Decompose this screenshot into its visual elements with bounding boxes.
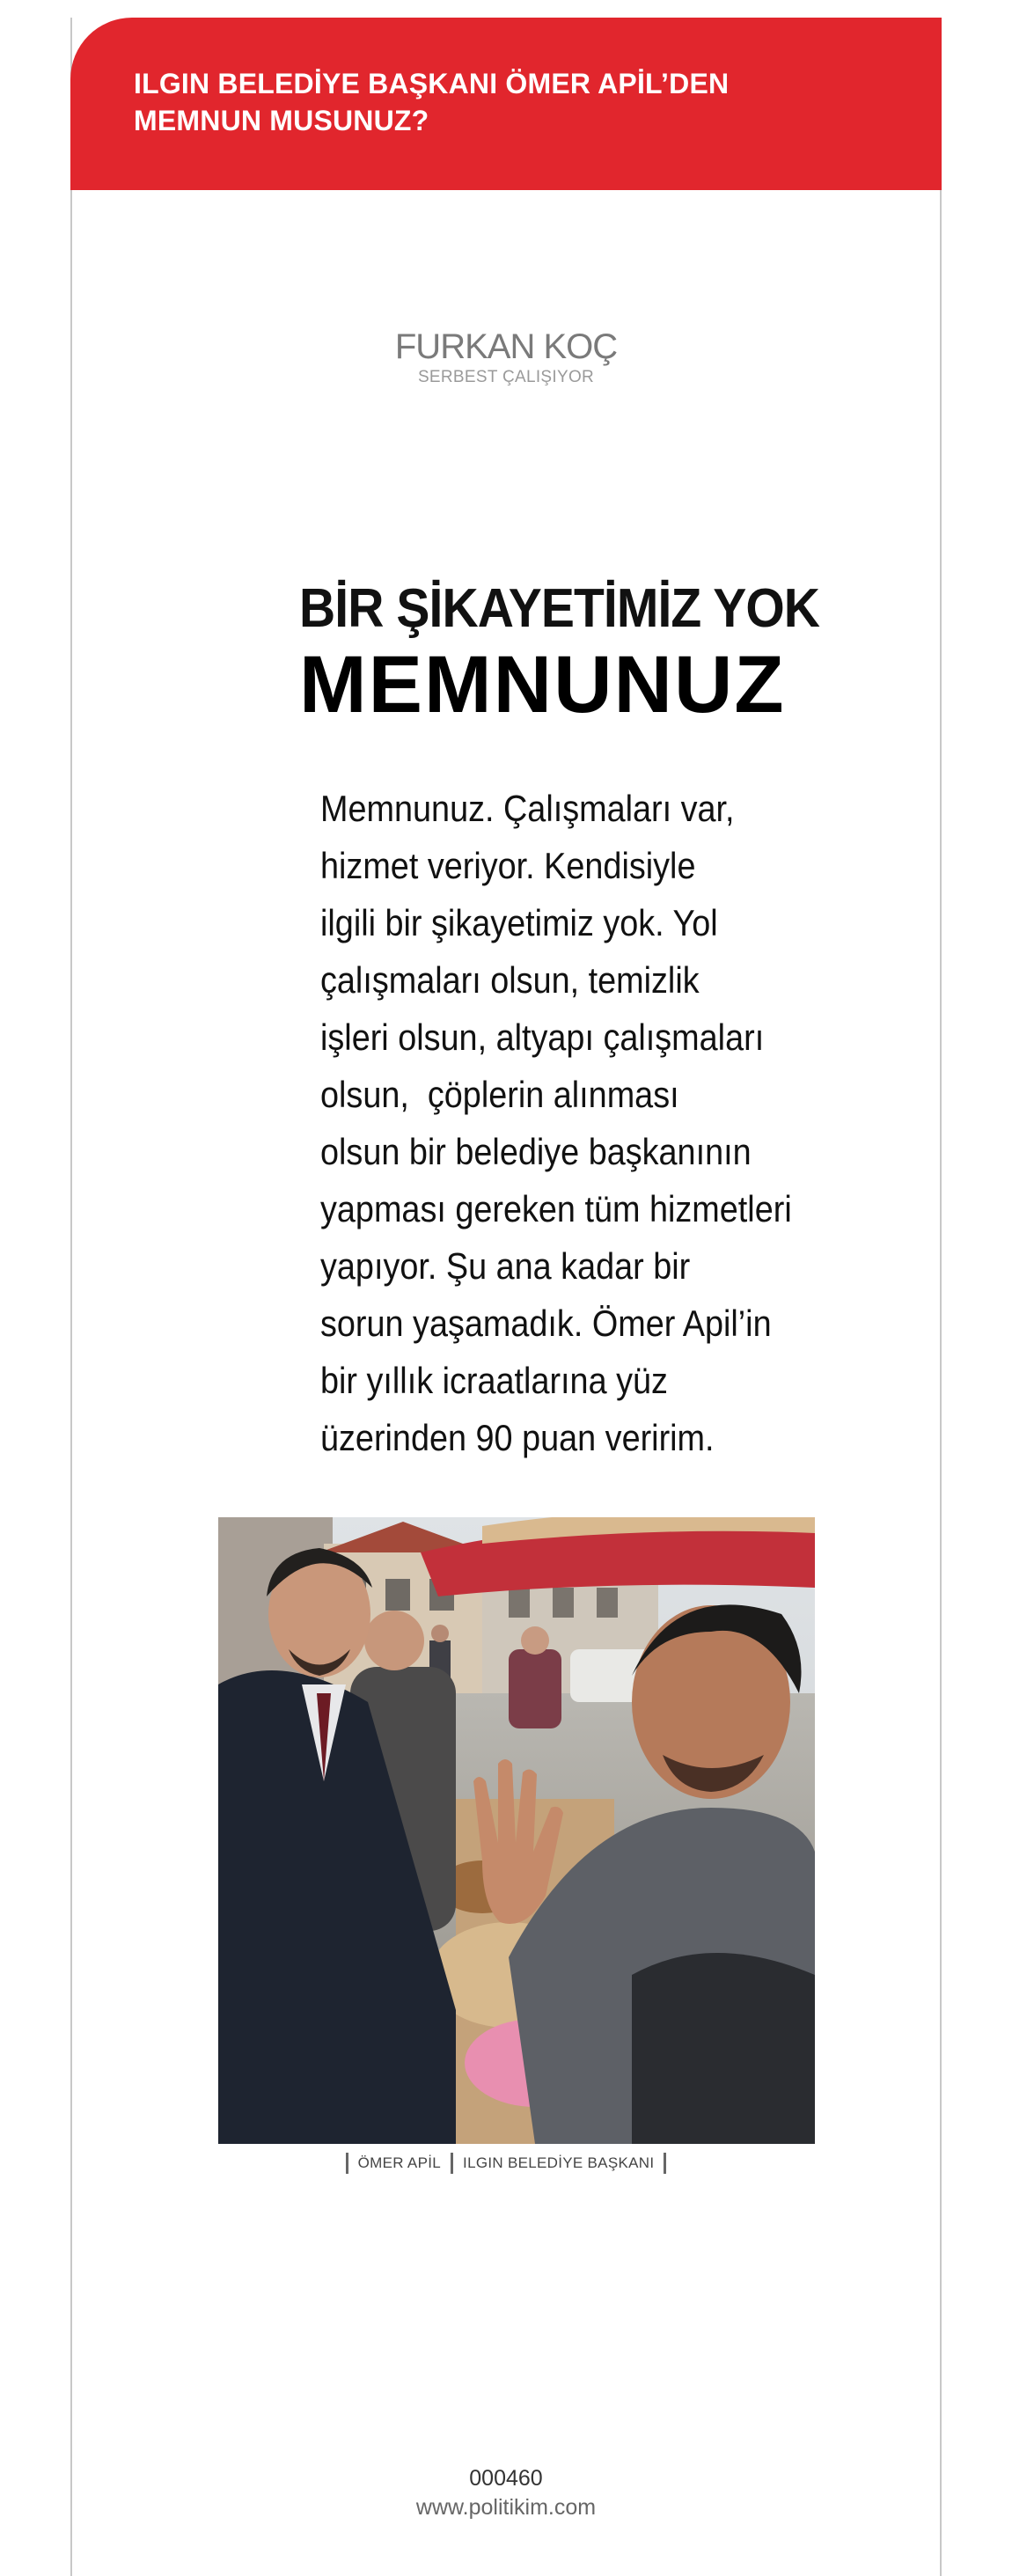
caption-divider <box>346 2153 348 2174</box>
quote-line: olsun, çöplerin alınması <box>320 1074 679 1115</box>
headline-title: MEMNUNUZ <box>299 640 786 730</box>
caption-divider <box>664 2153 666 2174</box>
footer-code: 000460 <box>469 2466 543 2491</box>
author-role: SERBEST ÇALIŞIYOR <box>417 368 595 386</box>
header-banner <box>70 18 942 190</box>
quote-line: yapması gereken tüm hizmetleri <box>320 1188 792 1229</box>
quote-line: Memnunuz. Çalışmaları var, <box>320 788 735 829</box>
quote-line: sorun yaşamadık. Ömer Apil’in <box>320 1303 772 1344</box>
quote-line: üzerinden 90 puan veririm. <box>320 1417 715 1458</box>
quote-body <box>320 780 866 1466</box>
market-photo <box>218 1517 815 2144</box>
quote-line: olsun bir belediye başkanının <box>320 1131 752 1172</box>
caption-title: ILGIN BELEDİYE BAŞKANI <box>463 2154 655 2171</box>
banner-title: ILGIN BELEDİYE BAŞKANI ÖMER APİL’DEN MEMNUN MUSUNUZ? <box>134 68 730 136</box>
quote-line: bir yıllık icraatlarına yüz <box>320 1360 668 1401</box>
quote-line: çalışmaları olsun, temizlik <box>320 959 700 1001</box>
photo-illustration <box>218 1517 815 2144</box>
quote-line: yapıyor. Şu ana kadar bir <box>320 1245 691 1287</box>
caption-name: ÖMER APİL <box>357 2154 441 2171</box>
author-name: FURKAN KOÇ <box>394 327 618 366</box>
footer-url[interactable]: www.politikim.com <box>415 2495 597 2520</box>
headline <box>299 577 915 730</box>
quote-line: hizmet veriyor. Kendisiyle <box>320 845 696 886</box>
quote-line: işleri olsun, altyapı çalışmaları <box>320 1016 765 1058</box>
caption-divider <box>451 2153 453 2174</box>
headline-subtitle: BİR ŞİKAYETİMİZ YOK <box>299 578 820 639</box>
quote-line: ilgili bir şikayetimiz yok. Yol <box>320 902 718 943</box>
author-block <box>0 327 1012 387</box>
footer <box>0 2464 1012 2522</box>
photo-caption <box>0 2153 1012 2174</box>
